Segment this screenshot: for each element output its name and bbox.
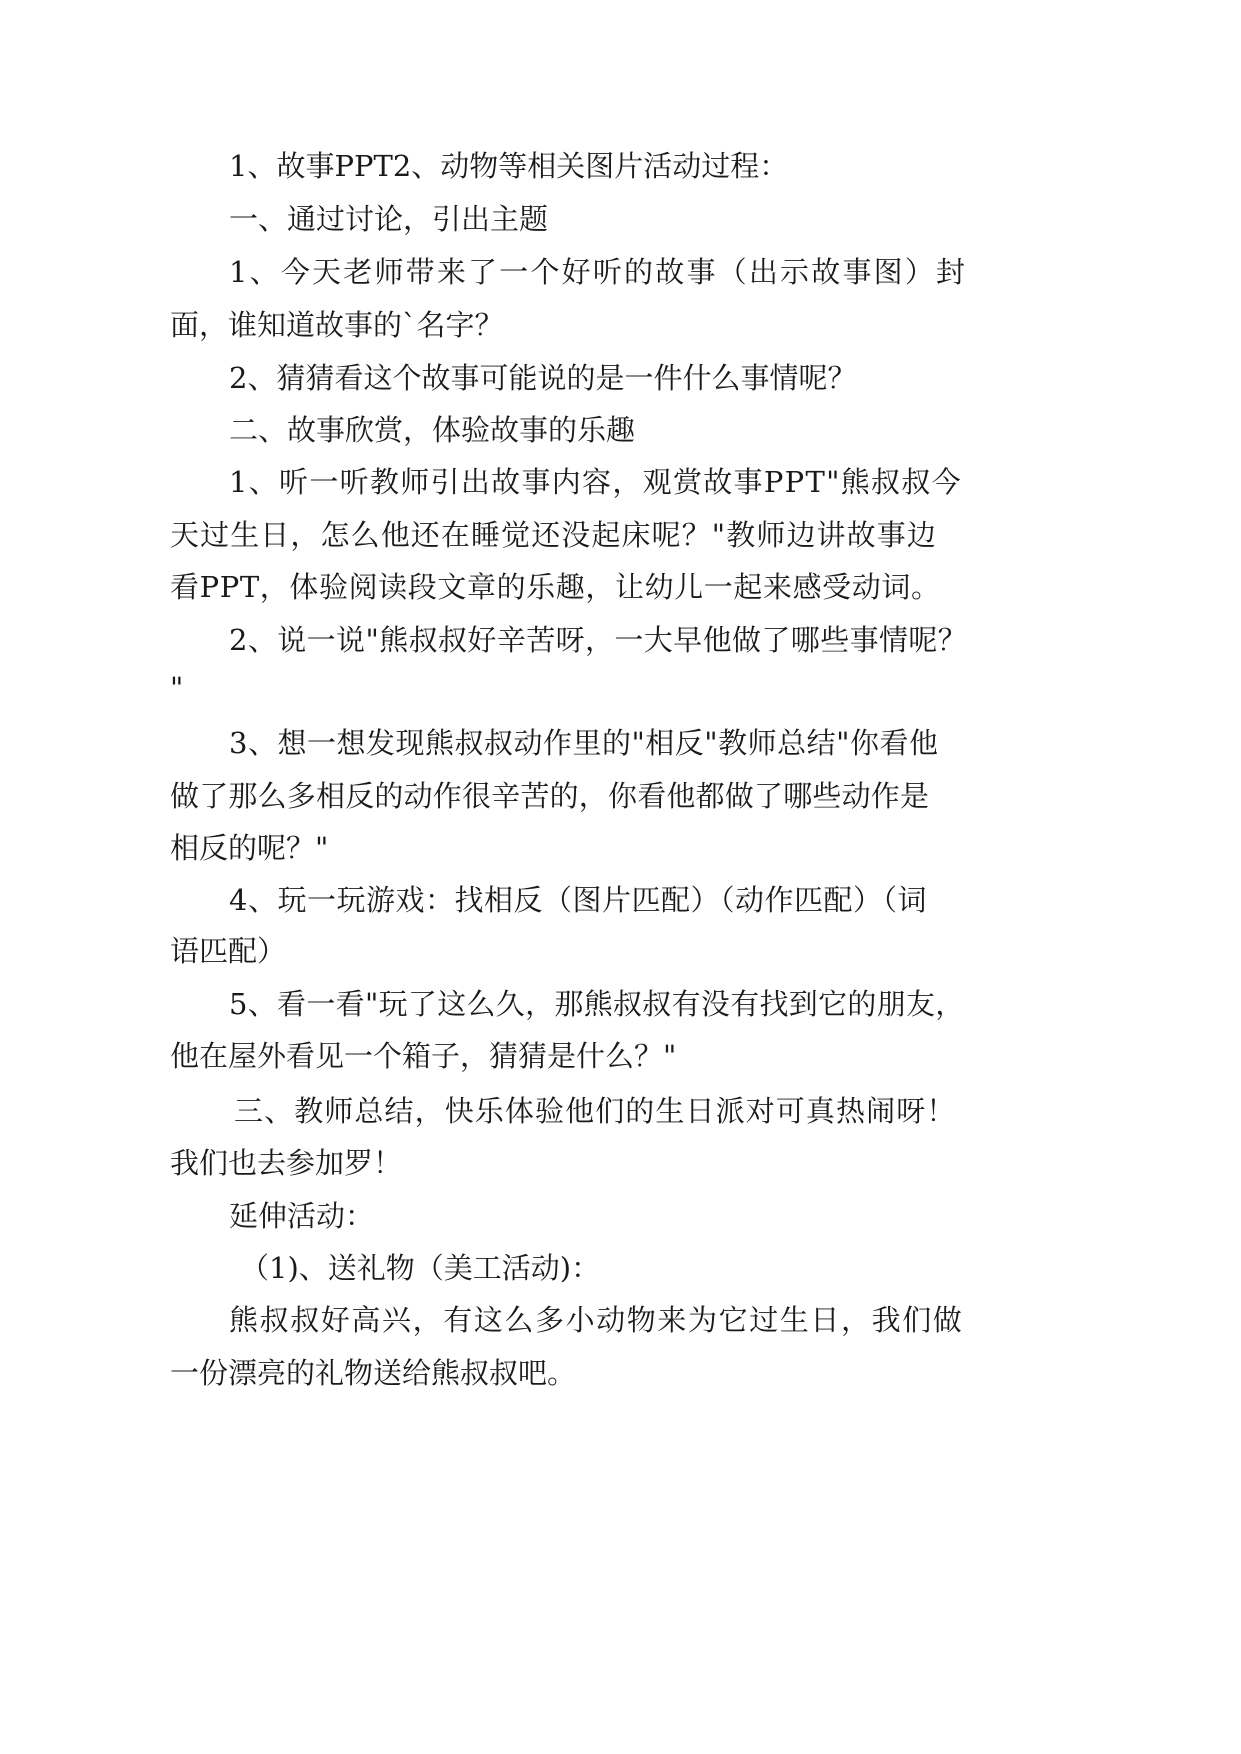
text-line: 4、玩一玩游戏：找相反（图片匹配）（动作匹配）（词 [229, 883, 927, 917]
text-line: 相反的呢？" [170, 831, 329, 865]
text-line: 2、猜猜看这个故事可能说的是一件什么事情呢？ [229, 361, 857, 395]
text-line: 面，谁知道故事的`名字？ [170, 308, 504, 342]
text-line: 他在屋外看见一个箱子，猜猜是什么？" [170, 1039, 677, 1073]
text-line: 5、看一看"玩了这么久，那熊叔叔有没有找到它的朋友， [229, 987, 965, 1021]
text-line: （1)、送礼物（美工活动)： [240, 1251, 601, 1285]
section-heading: 一、通过讨论，引出主题 [229, 202, 549, 236]
section-heading: 二、故事欣赏，体验故事的乐趣 [229, 413, 636, 447]
text-line: 1、故事PPT2、动物等相关图片活动过程： [229, 149, 789, 183]
text-line: 1、听一听教师引出故事内容，观赏故事PPT"熊叔叔今 [229, 465, 962, 499]
text-line: 1、今天老师带来了一个好听的故事（出示故事图）封 [229, 255, 968, 289]
section-heading: 延伸活动： [229, 1199, 375, 1233]
text-line: " [170, 671, 184, 705]
section-heading: 三、教师总结，快乐体验他们的生日派对可真热闹呀！ [234, 1094, 957, 1128]
text-line: 语匹配） [170, 934, 287, 968]
text-line: 做了那么多相反的动作很辛苦的，你看他都做了哪些动作是 [170, 779, 930, 813]
text-line: 我们也去参加罗！ [170, 1146, 403, 1180]
text-line: 一份漂亮的礼物送给熊叔叔吧。 [170, 1356, 577, 1390]
text-line: 天过生日，怎么他还在睡觉还没起床呢？"教师边讲故事边 [170, 518, 937, 552]
text-line: 熊叔叔好高兴，有这么多小动物来为它过生日，我们做 [229, 1303, 964, 1337]
text-line: 3、想一想发现熊叔叔动作里的"相反"教师总结"你看他 [229, 726, 939, 760]
text-line: 2、说一说"熊叔叔好辛苦呀，一大早他做了哪些事情呢？ [229, 623, 968, 657]
text-line: 看PPT，体验阅读段文章的乐趣，让幼儿一起来感受动词。 [170, 570, 941, 604]
